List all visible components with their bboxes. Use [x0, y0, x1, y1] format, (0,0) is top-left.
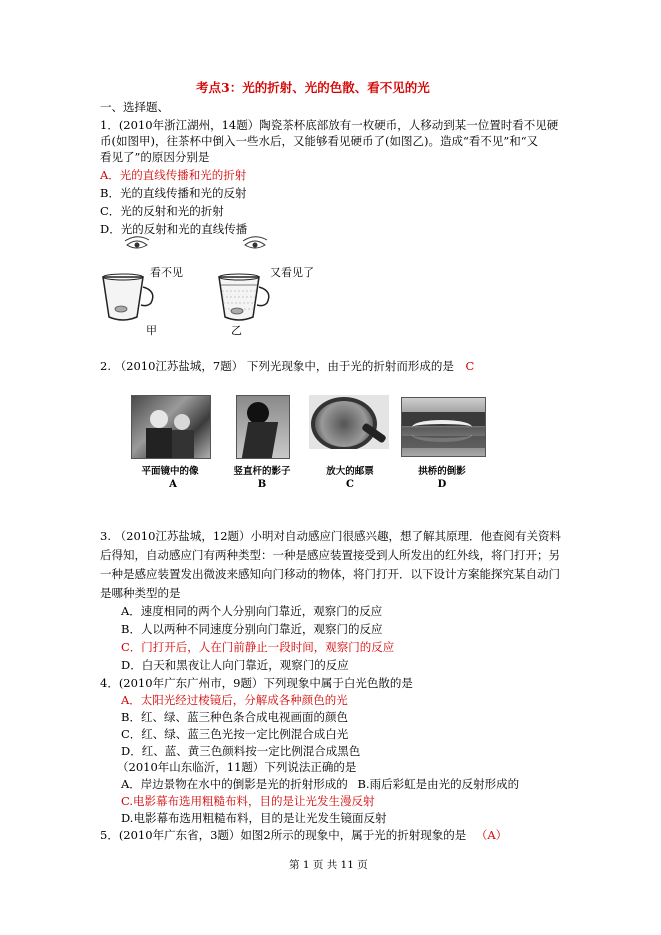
q4b-option-b: B.雨后彩虹是由光的反射形成的 [357, 777, 520, 791]
q2-answer: C [465, 359, 475, 373]
q2-caption-a: 平面镜中的像 [141, 466, 199, 477]
q1-stem-line3: 看见了”的原因分别是 [100, 150, 210, 164]
photo-bridge-reflection [401, 397, 486, 457]
q5-stem [100, 828, 507, 843]
q3-stem-line4: 是哪种类型的是 [100, 586, 181, 600]
q3-stem-line2: 后得知，自动感应门有两种类型：一种是感应装置接受到人所发出的红外线，将门打开；另 [100, 548, 560, 562]
q2-stem-text: 2. （2010江苏盐城，7题） 下列光现象中，由于光的折射而形成的是 [100, 359, 454, 373]
cup-with-water [219, 274, 269, 320]
q4-option-a: A．太阳光经过棱镜后，分解成各种颜色的光 [121, 693, 348, 707]
eye-icon [125, 237, 149, 248]
q1-fig-label-seen: 又看见了 [270, 266, 314, 279]
q4b-option-a: A．岸边景物在水中的倒影是光的折射形成的 [121, 777, 348, 791]
photo-pole-shadow [236, 395, 290, 459]
q3-option-b: B．人以两种不同速度分别向门靠近，观察门的反应 [121, 622, 383, 636]
q4-option-b: B．红、绿、蓝三种色条合成电视画面的颜色 [121, 710, 348, 724]
q3-option-c: C．门打开后，人在门前静止一段时间，观察门的反应 [121, 640, 395, 654]
q2-letter-d: D [437, 479, 447, 490]
q1-stem-line2: 币(如图甲)，往茶杯中倒入一些水后，又能够看见硬币了(如图乙)。造成“看不见”和“又 [100, 134, 539, 148]
q5-stem-text: 5．(2010年广东省，3题）如图2所示的现象中，属于光的折射现象的是 [100, 828, 467, 842]
q1-option-d: D．光的反射和光的直线传播 [100, 222, 248, 236]
eye-icon [243, 237, 267, 248]
q4b-options-ab [121, 777, 519, 792]
q3-option-a: A．速度相同的两个人分别向门靠近，观察门的反应 [121, 604, 383, 618]
q4b-option-c: C.电影幕布选用粗糙布料，目的是让光发生漫反射 [121, 794, 375, 808]
q2-letter-b: B [257, 479, 267, 490]
q1-stem-line1: 1．(2010年浙江湖州，14题）陶瓷茶杯底部放有一枚硬币，人移动到某一位置时看不见硬 [100, 118, 559, 132]
q4-option-d: D．红、蓝、黄三色颜料按一定比例混合成黑色 [121, 744, 361, 758]
page-footer: 第 1 页 共 11 页 [289, 859, 368, 871]
photo-mirror-image [131, 395, 211, 459]
cup-empty [103, 274, 153, 320]
q3-stem-line3: 一种是感应装置发出微波来感知向门移动的物体，将门打开．以下设计方案能探究某自动门 [100, 567, 560, 581]
q1-fig-caption-jia: 甲 [146, 324, 157, 337]
q2-stem [100, 359, 474, 374]
q5-answer: （A） [475, 828, 508, 842]
q1-cup-figure [95, 235, 325, 340]
q1-option-b: B．光的直线传播和光的反射 [100, 186, 247, 200]
q4-option-c: C．红、绿、蓝三色光按一定比例混合成白光 [121, 727, 349, 741]
q2-caption-c: 放大的邮票 [326, 466, 374, 477]
q2-letter-c: C [346, 479, 354, 490]
section-heading: 一、选择题、 [100, 100, 169, 114]
q1-fig-label-unseen: 看不见 [150, 266, 183, 279]
page-title: 考点3：光的折射、光的色散、看不见的光 [196, 80, 430, 95]
photo-magnified-stamp [309, 395, 389, 449]
q1-option-c: C．光的反射和光的折射 [100, 204, 224, 218]
q4-stem: 4．(2010年广东广州市，9题）下列现象中属于白光色散的是 [100, 676, 413, 690]
q1-option-a: A．光的直线传播和光的折射 [100, 168, 247, 182]
q3-stem-line1: 3. （2010江苏盐城，12题）小明对自动感应门很感兴趣，想了解其原理．他查阅有关资料 [100, 529, 562, 543]
q4b-stem: （2010年山东临沂，11题）下列说法正确的是 [117, 760, 357, 774]
q3-option-d: D．白天和黑夜让人向门靠近，观察门的反应 [121, 658, 349, 672]
q2-letter-a: A [169, 479, 177, 490]
q1-fig-caption-yi: 乙 [231, 324, 242, 337]
q2-caption-d: 拱桥的倒影 [418, 466, 466, 477]
q2-caption-b: 竖直杆的影子 [233, 466, 291, 477]
q4b-option-d: D.电影幕布选用粗糙布料，目的是让光发生镜面反射 [121, 811, 387, 825]
